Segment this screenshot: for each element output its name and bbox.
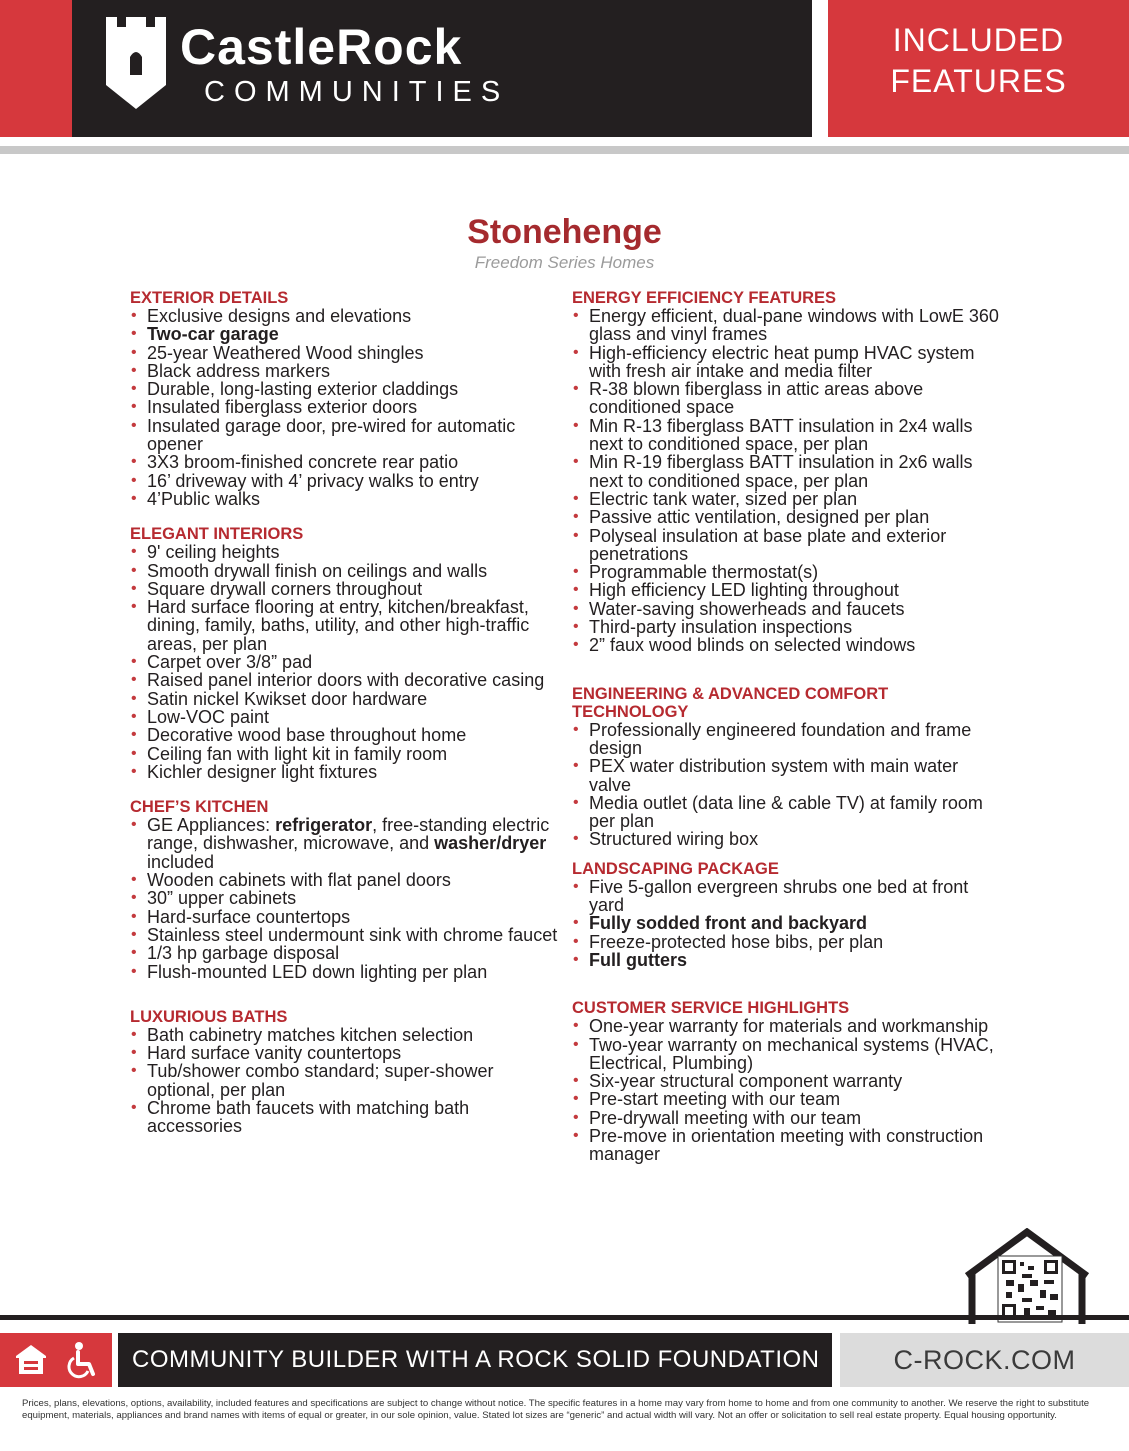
badge-line-2: FEATURES	[890, 63, 1067, 99]
list-item: • Electric tank water, sized per plan	[572, 490, 1002, 508]
interiors-list	[130, 543, 560, 781]
list-item: • 25-year Weathered Wood shingles	[130, 344, 560, 362]
list-item: • Pre-move in orientation meeting with construction manager	[572, 1127, 1002, 1164]
list-item: • High-efficiency electric heat pump HVAC system with fresh air intake and media filter	[572, 344, 1002, 381]
footer-rule	[0, 1315, 1129, 1320]
list-item: • Six-year structural component warranty	[572, 1072, 1002, 1090]
list-item: • GE Appliances: refrigerator, free-standing electric range, dishwasher, microwave, and washer/dryer included	[130, 816, 560, 871]
page-subtitle: Freedom Series Homes	[474, 253, 655, 272]
list-item: • 9' ceiling heights	[130, 543, 560, 561]
list-item: • Professionally engineered foundation and frame design	[572, 721, 1002, 758]
list-item: • Two-year warranty on mechanical systems (HVAC, Electrical, Plumbing)	[572, 1036, 1002, 1073]
list-item: • Wooden cabinets with flat panel doors	[130, 871, 560, 889]
list-item: • Black address markers	[130, 362, 560, 380]
list-item: • One-year warranty for materials and workmanship	[572, 1017, 1002, 1035]
list-item: • Two-car garage	[130, 325, 560, 343]
header-divider	[0, 146, 1129, 154]
section-heading-baths: LUXURIOUS BATHS	[130, 1007, 288, 1026]
list-item: • Structured wiring box	[572, 830, 1002, 848]
list-item: • Tub/shower combo standard; super-shower optional, per plan	[130, 1062, 560, 1099]
legal-disclaimer: Prices, plans, elevations, options, availability, included features and specifications are subject to change without notice. The specific features in a home may vary from home to home and from one community to another. We reserve the right to substitute equipment, materials, appliances and brand names with items of equal or greater, in our sole opinion, value. Stated lot sizes are “generic” and actual width will vary. Not an offer or solicitation to sell real estate property. Equal housing opportunity.	[22, 1398, 1090, 1422]
brand-title: CastleRock	[180, 19, 463, 75]
included-features-label	[828, 20, 1129, 102]
list-item: • Carpet over 3/8” pad	[130, 653, 560, 671]
list-item: • Fully sodded front and backyard	[572, 914, 1002, 932]
qr-code-house-icon[interactable]	[962, 1228, 1092, 1328]
list-item: • Exclusive designs and elevations	[130, 307, 560, 325]
list-item: • PEX water distribution system with main water valve	[572, 757, 1002, 794]
list-item: • Freeze-protected hose bibs, per plan	[572, 933, 1002, 951]
list-item: • Flush-mounted LED down lighting per plan	[130, 963, 560, 981]
landscaping-list	[572, 878, 1002, 969]
list-item: • Third-party insulation inspections	[572, 618, 1002, 636]
list-item: • Programmable thermostat(s)	[572, 563, 1002, 581]
engineering-list	[572, 721, 1002, 849]
list-item: • Bath cabinetry matches kitchen selection	[130, 1026, 560, 1044]
list-item: • R-38 blown fiberglass in attic areas above conditioned space	[572, 380, 1002, 417]
list-item: • Chrome bath faucets with matching bath accessories	[130, 1099, 560, 1136]
section-heading-landscaping: LANDSCAPING PACKAGE	[572, 859, 779, 878]
website-link[interactable]: C-ROCK.COM	[840, 1333, 1129, 1387]
list-item: • Min R-13 fiberglass BATT insulation in 2x4 walls next to conditioned space, per plan	[572, 417, 1002, 454]
list-item: • Insulated fiberglass exterior doors	[130, 398, 560, 416]
badge-line-1: INCLUDED	[892, 22, 1065, 58]
list-item: • Water-saving showerheads and faucets	[572, 600, 1002, 618]
page-title: Stonehenge	[467, 213, 662, 251]
baths-list	[130, 1026, 560, 1136]
section-heading-engineering: ENGINEERING & ADVANCED COMFORT TECHNOLOGY	[572, 684, 889, 721]
list-item: • Ceiling fan with light kit in family room	[130, 745, 560, 763]
list-item: • Smooth drywall finish on ceilings and walls	[130, 562, 560, 580]
list-item: • Low-VOC paint	[130, 708, 560, 726]
kitchen-list	[130, 816, 560, 981]
list-item: • Kichler designer light fixtures	[130, 763, 560, 781]
section-heading-service: CUSTOMER SERVICE HIGHLIGHTS	[572, 999, 850, 1018]
list-item: • Pre-drywall meeting with our team	[572, 1109, 1002, 1127]
list-item: • Hard-surface countertops	[130, 908, 560, 926]
section-heading-energy: ENERGY EFFICIENCY FEATURES	[572, 289, 837, 307]
list-item: • Five 5-gallon evergreen shrubs one bed at front yard	[572, 878, 1002, 915]
left-column	[130, 289, 560, 1136]
list-item: • 30” upper cabinets	[130, 889, 560, 907]
equal-housing-icon	[14, 1343, 48, 1377]
list-item: • Insulated garage door, pre-wired for automatic opener	[130, 417, 560, 454]
list-item: • Raised panel interior doors with decorative casing	[130, 671, 560, 689]
list-item: • Durable, long-lasting exterior claddings	[130, 380, 560, 398]
brand-subtitle: COMMUNITIES	[204, 76, 510, 108]
footer-tagline: COMMUNITY BUILDER WITH A ROCK SOLID FOUNDATION	[118, 1333, 832, 1387]
list-item: • Media outlet (data line & cable TV) at family room per plan	[572, 794, 1002, 831]
list-item: • 2” faux wood blinds on selected windows	[572, 636, 1002, 654]
section-heading-exterior: EXTERIOR DETAILS	[130, 289, 289, 307]
list-item: • Energy efficient, dual-pane windows with LowE 360 glass and vinyl frames	[572, 307, 1002, 344]
list-item: • Hard surface vanity countertops	[130, 1044, 560, 1062]
wheelchair-icon	[64, 1341, 100, 1379]
list-item: • Min R-19 fiberglass BATT insulation in 2x6 walls next to conditioned space, per plan	[572, 453, 1002, 490]
service-list	[572, 1017, 1002, 1163]
list-item: • Satin nickel Kwikset door hardware	[130, 690, 560, 708]
energy-list	[572, 307, 1002, 655]
list-item: • 4’Public walks	[130, 490, 560, 508]
list-item: • Full gutters	[572, 951, 1002, 969]
list-item: • Passive attic ventilation, designed per plan	[572, 508, 1002, 526]
section-heading-kitchen: CHEF’S KITCHEN	[130, 798, 269, 817]
list-item: • Decorative wood base throughout home	[130, 726, 560, 744]
list-item: • High efficiency LED lighting throughout	[572, 581, 1002, 599]
header-red-accent	[0, 0, 72, 137]
list-item: • Pre-start meeting with our team	[572, 1090, 1002, 1108]
section-heading-interiors: ELEGANT INTERIORS	[130, 525, 304, 544]
list-item: • 3X3 broom-finished concrete rear patio	[130, 453, 560, 471]
castle-tower-icon	[104, 17, 168, 109]
list-item: • Stainless steel undermount sink with chrome faucet	[130, 926, 560, 944]
list-item: • 16’ driveway with 4’ privacy walks to entry	[130, 472, 560, 490]
right-column	[572, 289, 1002, 1164]
list-item: • Hard surface flooring at entry, kitchen/breakfast, dining, family, baths, utility, and other high-traffic areas, per plan	[130, 598, 560, 653]
list-item: • Polyseal insulation at base plate and exterior penetrations	[572, 527, 1002, 564]
list-item: • 1/3 hp garbage disposal	[130, 944, 560, 962]
exterior-list	[130, 307, 560, 508]
list-item: • Square drywall corners throughout	[130, 580, 560, 598]
